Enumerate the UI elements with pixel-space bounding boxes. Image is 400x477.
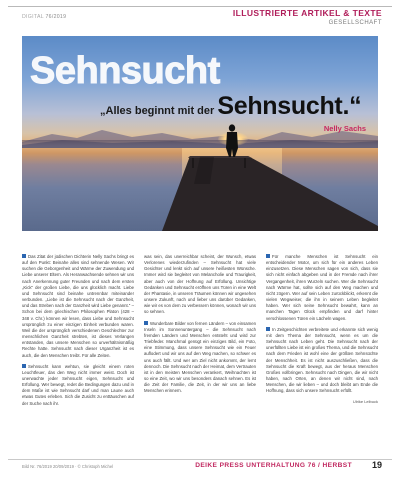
paragraph: Das Zitat der jüdischen Dichterin Nelly Sachs bringt es auf den Punkt: Beinahe alles sind sehnende Wesen. Wir suchen die Geborgenheit und Wärme der Zuwendung und Liebe unserer Eltern. Als Heranwachsende sehnen wir uns nach Anerkennung guter Freunden und nach dem ersten „Kick“ der großen Liebe, die uns glücklich macht. Liebe und Sehnsucht sind beinahe untrennbar miteinander verbunden. „Liebe ist die Sehnsucht nach der Ganzheit, und das Streben nach der Ganzheit wird Liebe genannt.“ – Schon bei dem griechischen Philosophen Platon (428 – 348 v. Chr.) können wir lesen, dass Liebe und Sehnsucht ursprünglich zu einer einzigen Einheit verbunden waren. Weil die der ursprünglich verschiedenen Geschlechter zur menschlichen Ganzheit strebten, ist dieses Verlangen entstanden, das unsere Menschen so unverhältnismäßig Rechte hatte. Sehnsucht nach dieser Urganzheit ist es auch, die den Menschen treibt. Für alle Zeiten. [22, 254, 134, 358]
paragraph-square-icon [144, 321, 148, 325]
column-2 [144, 254, 256, 399]
footer-publisher: DEIKE PRESS UNTERHALTUNG 76 / HERBST [195, 462, 352, 469]
issue-number: 76/2019 [45, 14, 67, 20]
paragraph: Sehnsucht kann wehtun, sie gleicht einem roten Leuchtfeuer, das den Weg nicht immer weist. Doch ist unerwachte jeder Sehnsucht eigen, Sehnsucht und Erfüllung. Wer bewegt, redet die Bedingungen dazu und in dem Maße ist wie Sehnsucht darf und man Laune auch etwas Gutes erleben. Sich die Zusicht zu enttäuschen auf der Suche nach ihr. [22, 363, 134, 406]
paragraph-square-icon [22, 364, 26, 368]
hero-quote [100, 92, 361, 121]
paragraph: Wunderbare Bilder von fernen Ländern – von einsamen Inseln im Sonnenuntergang – die Sehnsucht nach fremden Ländern und Menschen entsteht und wird zur Triebfeder. Manchmal genügt ein einziges Bild, ein Foto, eine Stimmung, dass unsere Sehnsucht wie ein Feuer auflodert und wir uns auf den Weg machen, so schwer es uns auch fällt. Und wer am Ziel nicht ankommt, der lernt dennoch. Die Sehnsucht nach der Heimat, dem Vertrauten ist in den meisten Menschen verankert, Weihnachten ist so eine Zeit, wo wir uns besonders danach sehnen. Es ist die Zeit der Familie, die Zeit, in der wir uns an liebe Menschen erinnern. [144, 320, 256, 394]
paragraph-square-icon [266, 327, 270, 331]
section-subtitle: GESELLSCHAFT [328, 20, 382, 26]
paragraph: Für manche Menschen ist Sehnsucht ein entscheidender Motor, um sich für ein anderes Leben einzusetzen. Diese Menschen sagen von sich, dass sie sich nicht einfach abgeben und in der Fremde nach ihrer Vergangenheit, ihren Wurzeln suchen. Wer die Sehnsucht nach Wärme hat, sollte sich auf den Weg machen und nicht zögern. Wer auf sein Leben zurückblickt, erkennt die vielen Wegweiser, die ihn in seinem Leben begleitet haben. Wer sich seine Sehnsucht bewahrt, kann an manchen Tagen Glück empfinden und darf hinter verschlossenen Türen ein Lächeln wagen. [266, 254, 378, 321]
person-silhouette [226, 124, 238, 157]
column-3 [266, 254, 378, 406]
section-title: ILLUSTRIERTE ARTIKEL & TEXTE [232, 8, 382, 18]
footer-rule [8, 459, 392, 460]
paragraph: In Zeitgeschichten verbreitete und erkannte sich wenig mit dem Thema der Sehnsucht, wenn es um die Sehnsucht nach Leben geht. Die Sehnsucht nach der unerfüllten Liebe ist ein großes Thema, und die Sehnsucht nach dem Frieden ist wohl eine der größten Sehnsüchte der Menschheit. Es ist nicht auszuschließen, dass die Sehnsucht die Kraft bewegt, aus der heraus Menschen Großes vollbringen. Sehnsucht nach Dingen, die wir nicht haben, nach Orten, an denen wir nicht sind, nach Menschen, die wir lieben – und doch bleibt am Ende die Hoffnung, dass sich unsere Sehnsucht erfüllt. [266, 326, 378, 394]
hero-image [22, 36, 378, 231]
quote-prefix: „Alles beginnt mit der [100, 105, 215, 117]
quote-author: Nelly Sachs [323, 124, 366, 133]
author-signature: Ulrike Lelbuck [352, 399, 378, 405]
column-1 [22, 254, 134, 412]
paragraph: was sein, das unerreichbar scheint, der Wunsch, etwas Verlorenes wiederzufinden – Sehnsucht hat viele Gesichter und lenkt sich auf unsere heißesten Wünsche. Immer wird sie begleitet von Melancholie und Traurigkeit, aber auch von der Hoffnung auf Erfüllung. Unsichtige Gedanken und Sehnsucht eröffnen uns Türen in eine Welt der Phantasie, in unseren Träumen können wir ungesehen unsere Zukunft, nach und lieber uns darüber Gedanken, wie wir es von dem zu verbessern können, wonach wir uns so sehnen. [144, 254, 257, 315]
hero-title: Sehnsucht [30, 50, 220, 92]
paragraph-square-icon [22, 254, 26, 258]
header-rule [8, 6, 392, 7]
issue-label: DIGITAL [22, 14, 44, 20]
issue-info [22, 14, 66, 20]
article-body [22, 254, 378, 442]
quote-keyword: Sehnsucht.“ [217, 92, 362, 120]
paragraph-square-icon [266, 254, 270, 258]
page-number: 19 [371, 460, 382, 470]
footer-meta: Bild Nr. 76/2019 20/09/2019 · © Christoph Michel [22, 464, 114, 469]
